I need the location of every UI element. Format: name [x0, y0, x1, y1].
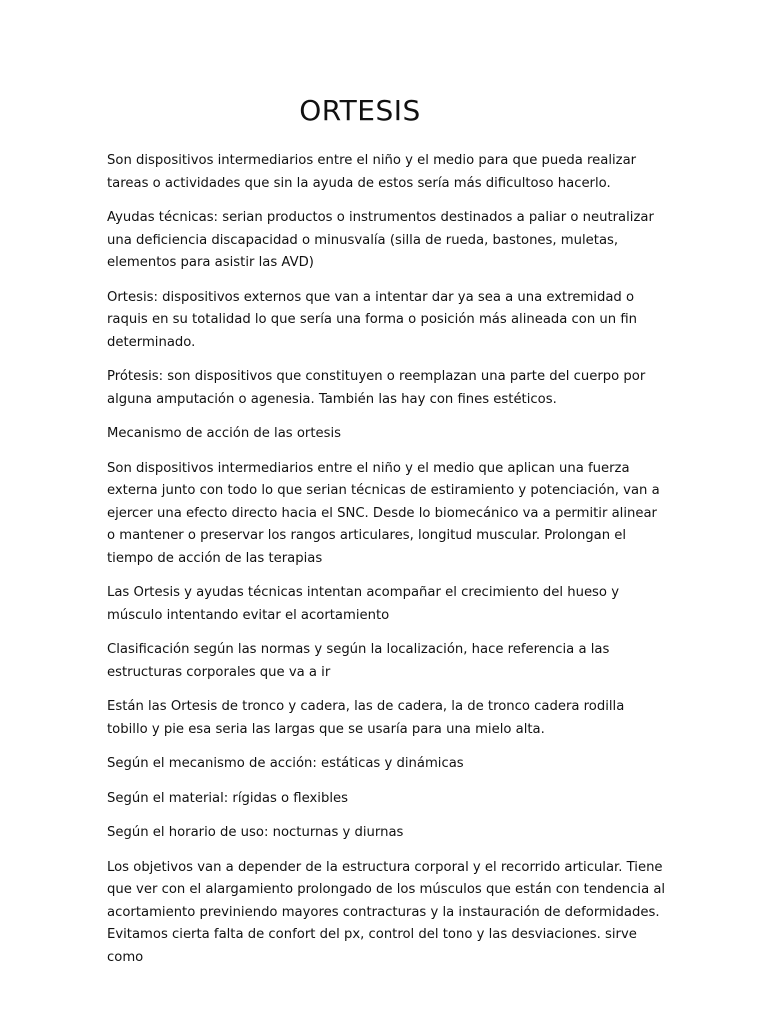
paragraph-mecanismo-detail: Son dispositivos intermediarios entre el niño y el medio que aplican una fuerza externa junto con todo lo que serian técnicas de estiramiento y potenciación, van a ejercer una efecto directo hacia el SNC. Desde lo biomecánico va a permitir alinear o mantener o preservar los rangos articulares, longitud muscular. Prolongan el tiempo de acción de las terapias [107, 460, 660, 566]
paragraph-intro: Son dispositivos intermediarios entre el niño y el medio para que pueda realizar tareas o actividades que sin la ayuda de estos sería más dificultoso hacerlo. [107, 153, 637, 191]
paragraph-clasificacion: Clasificación según las normas y según la localización, hace referencia a las estructuras corporales que va a ir [107, 642, 610, 680]
paragraph-material: Según el material: rígidas o flexibles [107, 790, 348, 806]
paragraph-horario: Según el horario de uso: nocturnas y diurnas [107, 825, 404, 840]
paragraph-mecanismo-heading: Mecanismo de acción de las ortesis [107, 426, 342, 441]
paragraph-tipos-ortesis: Están las Ortesis de tronco y cadera, las de cadera, la de tronco cadera rodilla tobillo y pie esa seria las largas que se usaría para una mielo alta. [107, 699, 625, 737]
document-title: ORTESIS [299, 94, 421, 127]
paragraph-crecimiento: Las Ortesis y ayudas técnicas intentan acompañar el crecimiento del hueso y músculo intentando evitar el acortamiento [107, 585, 619, 623]
paragraph-mecanismo-accion: Según el mecanismo de acción: estáticas y dinámicas [107, 756, 464, 771]
paragraph-objetivos: Los objetivos van a depender de la estructura corporal y el recorrido articular. Tiene que ver con el alargamiento prolongado de los músculos que están con tendencia al acortamiento previniendo mayores contracturas y la instauración de deformidades. Evitamos cierta falta de confort del px, control del tono y las desviaciones. sirve como [107, 859, 666, 965]
paragraph-ortesis-definition: Ortesis: dispositivos externos que van a intentar dar ya sea a una extremidad o raquis en su totalidad lo que sería una forma o posición más alineada con un fin determinado. [107, 289, 637, 350]
paragraph-protesis-definition: Prótesis: son dispositivos que constituyen o reemplazan una parte del cuerpo por alguna amputación o agenesia. También las hay con fines estéticos. [107, 369, 646, 407]
paragraph-ayudas-tecnicas: Ayudas técnicas: serian productos o instrumentos destinados a paliar o neutralizar una deficiencia discapacidad o minusvalía (silla de rueda, bastones, muletas, elementos para asistir las AVD) [107, 210, 654, 270]
document-body [107, 150, 667, 981]
